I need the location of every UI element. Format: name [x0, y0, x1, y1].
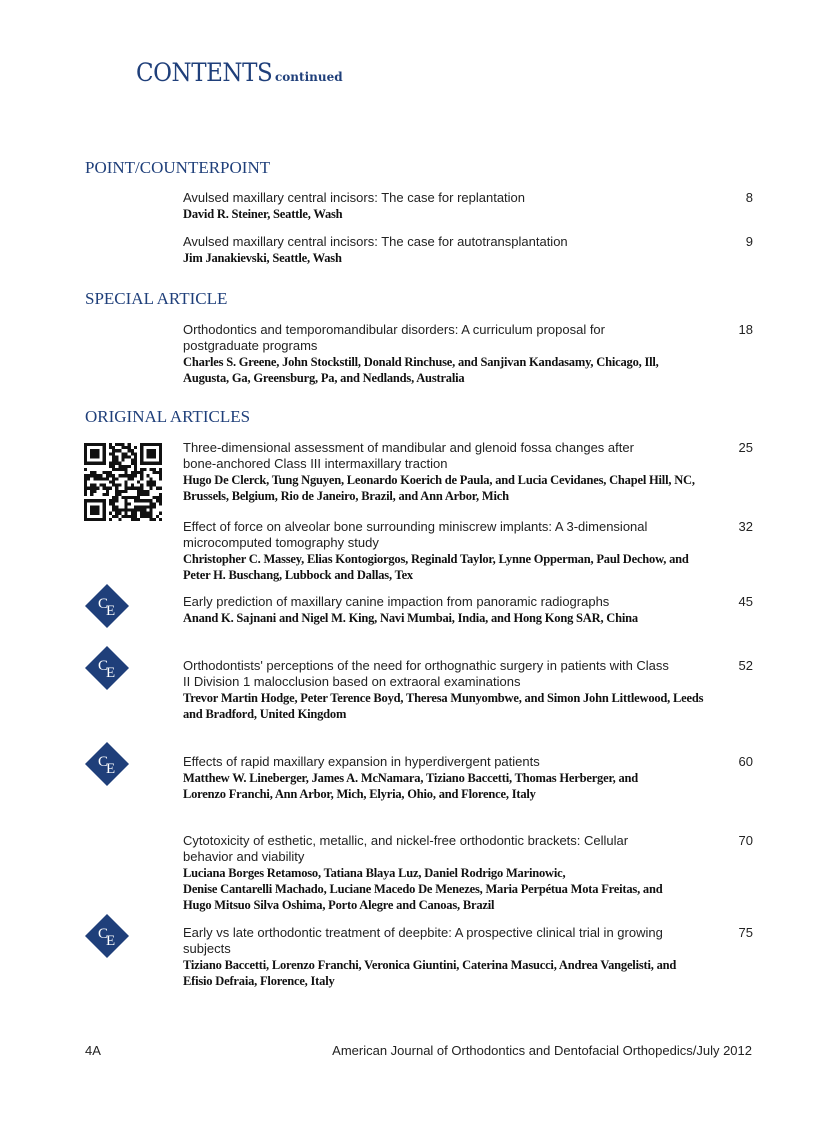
ce-credit-icon [85, 584, 129, 628]
page-number: 60 [738, 754, 753, 769]
footer-journal: American Journal of Orthodontics and Dentofacial Orthopedics/July 2012 [332, 1043, 752, 1058]
article-title-line: Three-dimensional assessment of mandibular and glenoid fossa changes after [183, 440, 634, 455]
article-title-line: Early prediction of maxillary canine impaction from panoramic radiographs [183, 594, 610, 609]
svg-text:C: C [98, 658, 109, 674]
toc-entry[interactable] [183, 925, 753, 989]
article-title-line: Effect of force on alveolar bone surrounding miniscrew implants: A 3-dimensional [183, 519, 648, 534]
page-number: 18 [738, 322, 753, 337]
article-authors-line: Tiziano Baccetti, Lorenzo Franchi, Veronica Giuntini, Caterina Masucci, Andrea Vangelisti, and [183, 958, 677, 972]
article-title-line: behavior and viability [183, 849, 305, 864]
page-number: 32 [738, 519, 753, 534]
article-authors-line: Denise Cantarelli Machado, Luciane Macedo De Menezes, Maria Perpétua Mota Freitas, and [183, 882, 663, 896]
page-number: 45 [738, 594, 753, 609]
article-authors-line: Charles S. Greene, John Stockstill, Donald Rinchuse, and Sanjivan Kandasamy, Chicago, Ill, [183, 355, 659, 369]
article-authors-line: Matthew W. Lineberger, James A. McNamara, Tiziano Baccetti, Thomas Herberger, and [183, 771, 639, 785]
page-subtitle: continued [275, 70, 343, 84]
section-heading: POINT/COUNTERPOINT [85, 158, 271, 177]
page-number: 8 [745, 190, 753, 205]
article-authors-line: Trevor Martin Hodge, Peter Terence Boyd, Theresa Munyombwe, and Simon John Littlewood, Leeds [183, 691, 704, 705]
toc-entry[interactable] [183, 594, 753, 626]
footer-page-number: 4A [85, 1043, 101, 1058]
page-number: 75 [738, 925, 753, 940]
ce-credit-icon [85, 914, 129, 958]
qr-code-icon [84, 443, 162, 521]
svg-text:C: C [98, 596, 109, 612]
ce-credit-icon [85, 646, 129, 690]
article-title-line: Orthodontics and temporomandibular disorders: A curriculum proposal for [183, 322, 605, 337]
ce-credit-icon [85, 742, 129, 786]
section-heading: SPECIAL ARTICLE [85, 289, 228, 308]
article-title-line: Avulsed maxillary central incisors: The case for replantation [183, 190, 526, 205]
article-authors-line: Christopher C. Massey, Elias Kontogiorgos, Reginald Taylor, Lynne Opperman, Paul Dechow, and [183, 552, 689, 566]
article-authors-line: Efisio Defraia, Florence, Italy [183, 974, 335, 988]
article-authors-line: and Bradford, United Kingdom [183, 707, 347, 721]
article-authors-line: Hugo Mitsuo Silva Oshima, Porto Alegre and Canoas, Brazil [183, 898, 495, 912]
article-authors-line: Brussels, Belgium, Rio de Janeiro, Brazil, and Ann Arbor, Mich [183, 489, 509, 503]
toc-entry[interactable] [183, 754, 753, 802]
svg-text:E: E [106, 761, 116, 777]
article-authors-line: Anand K. Sajnani and Nigel M. King, Navi Mumbai, India, and Hong Kong SAR, China [183, 611, 638, 625]
article-title-line: subjects [183, 941, 231, 956]
page-number: 70 [738, 833, 753, 848]
article-authors-line: Luciana Borges Retamoso, Tatiana Blaya Luz, Daniel Rodrigo Marinowic, [183, 866, 566, 880]
toc-entry[interactable] [183, 658, 753, 722]
article-title-line: Orthodontists' perceptions of the need for orthognathic surgery in patients with Class [183, 658, 669, 673]
page-number: 9 [745, 234, 753, 249]
article-title-line: bone-anchored Class III intermaxillary traction [183, 456, 448, 471]
section-heading: ORIGINAL ARTICLES [85, 407, 251, 426]
article-authors-line: Augusta, Ga, Greensburg, Pa, and Nedlands, Australia [183, 371, 465, 385]
article-title-line: microcomputed tomography study [183, 535, 379, 550]
toc-entry[interactable] [183, 833, 753, 913]
page-number: 52 [738, 658, 753, 673]
svg-text:E: E [106, 665, 116, 681]
toc-entry[interactable] [183, 440, 753, 504]
article-authors-line: Peter H. Buschang, Lubbock and Dallas, Tex [183, 568, 413, 582]
svg-text:C: C [98, 926, 109, 942]
svg-text:E: E [106, 933, 116, 949]
svg-text:E: E [106, 603, 116, 619]
article-title-line: postgraduate programs [183, 338, 318, 353]
article-title-line: Early vs late orthodontic treatment of deepbite: A prospective clinical trial in growing [183, 925, 663, 940]
svg-text:C: C [98, 754, 109, 770]
article-authors-line: Hugo De Clerck, Tung Nguyen, Leonardo Koerich de Paula, and Lucia Cevidanes, Chapel Hill, NC, [183, 473, 695, 487]
article-authors-line: Jim Janakievski, Seattle, Wash [183, 251, 342, 265]
page-title: CONTENTS [136, 58, 273, 87]
toc-entry[interactable] [183, 519, 753, 583]
article-title-line: Avulsed maxillary central incisors: The case for autotransplantation [183, 234, 568, 249]
page-number: 25 [738, 440, 753, 455]
article-title-line: Effects of rapid maxillary expansion in hyperdivergent patients [183, 754, 540, 769]
article-title-line: Cytotoxicity of esthetic, metallic, and nickel-free orthodontic brackets: Cellular [183, 833, 629, 848]
toc-entry[interactable] [183, 190, 753, 222]
toc-entry[interactable] [183, 234, 753, 266]
article-authors-line: Lorenzo Franchi, Ann Arbor, Mich, Elyria, Ohio, and Florence, Italy [183, 787, 536, 801]
toc-entry[interactable] [183, 322, 753, 386]
article-authors-line: David R. Steiner, Seattle, Wash [183, 207, 343, 221]
article-title-line: II Division 1 malocclusion based on extraoral examinations [183, 674, 521, 689]
